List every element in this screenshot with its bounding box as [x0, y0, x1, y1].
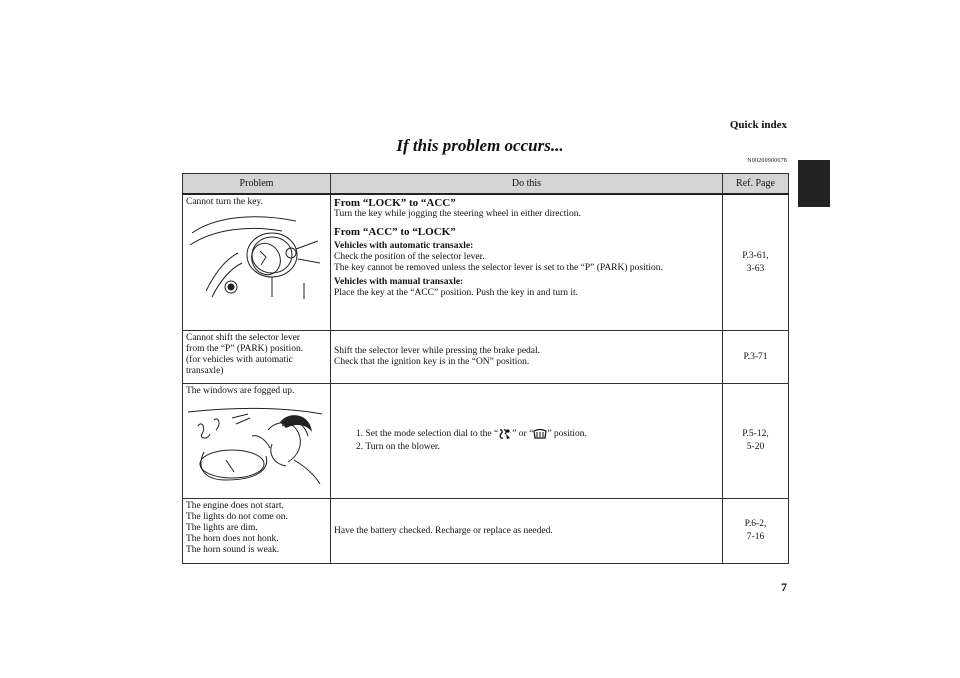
ref-page-cell — [723, 499, 789, 564]
page-number: 7 — [781, 580, 787, 594]
do-this-text: Check that the ignition key is in the “ON” position. — [334, 357, 530, 367]
table-row — [183, 384, 789, 499]
do-this-text: Shift the selector lever while pressing the brake pedal. — [334, 346, 541, 356]
ref-page-link[interactable]: P.3-71 — [743, 351, 768, 362]
driver-fogged-window-illustration — [186, 400, 324, 484]
header-do-this: Do this — [331, 174, 723, 195]
problem-text: The horn sound is weak. — [186, 545, 280, 555]
lock-to-acc-text: Turn the key while jogging the steering wheel in either direction. — [334, 209, 581, 219]
do-this-cell — [331, 384, 723, 499]
automatic-text-1: Check the position of the selector lever. — [334, 252, 485, 262]
problem-text: Cannot shift the selector lever — [186, 333, 300, 343]
step-1 — [356, 428, 719, 441]
problem-text: transaxle) — [186, 366, 224, 376]
ignition-key-illustration — [186, 211, 324, 301]
ref-page-link[interactable]: 5-20 — [746, 442, 765, 452]
problem-text: from the “P” (PARK) position. — [186, 344, 304, 354]
problem-text: The lights do not come on. — [186, 512, 288, 522]
windshield-defrost-icon — [533, 428, 547, 440]
table-row — [183, 499, 789, 564]
ref-page-link[interactable]: 3-63 — [746, 263, 765, 274]
problem-cell — [183, 331, 331, 384]
ref-page-link[interactable]: 7-16 — [746, 532, 765, 542]
step-1-text-b: ” or “ — [512, 429, 534, 440]
ref-page-link[interactable]: P.6-2, — [744, 519, 767, 529]
section-header: Quick index — [729, 119, 787, 131]
lock-to-acc-heading: From “LOCK” to “ACC” — [334, 197, 456, 209]
step-1-text-a: 1. Set the mode selection dial to the “ — [356, 429, 499, 440]
automatic-text-2: The key cannot be removed unless the selector lever is set to the “P” (PARK) position. — [334, 263, 663, 273]
problem-text: The windows are fogged up. — [186, 386, 295, 396]
problem-text: The lights are dim. — [186, 523, 258, 533]
ref-page-cell — [723, 331, 789, 384]
problem-cell — [183, 384, 331, 499]
manual-text: Place the key at the “ACC” position. Push the key in and turn it. — [334, 288, 579, 298]
section-thumb-tab — [798, 160, 830, 207]
page-title: If this problem occurs... — [396, 136, 564, 155]
problem-text: (for vehicles with automatic — [186, 355, 293, 365]
document-code: N00200900678 — [747, 158, 787, 164]
problem-text: The engine does not start. — [186, 501, 284, 511]
quick-index-table — [182, 173, 789, 564]
manual-transaxle-heading: Vehicles with manual transaxle: — [334, 277, 464, 287]
problem-text: The horn does not honk. — [186, 534, 279, 544]
problem-cell — [183, 499, 331, 564]
do-this-cell — [331, 331, 723, 384]
automatic-transaxle-heading: Vehicles with automatic transaxle: — [334, 241, 474, 251]
header-problem: Problem — [183, 174, 331, 195]
step-2: 2. Turn on the blower. — [356, 442, 440, 453]
ref-page-cell — [723, 384, 789, 499]
acc-to-lock-heading: From “ACC” to “LOCK” — [334, 226, 456, 238]
do-this-text: Have the battery checked. Recharge or replace as needed. — [334, 525, 553, 536]
table-row — [183, 331, 789, 384]
ref-page-link[interactable]: P.5-12, — [742, 429, 769, 439]
do-this-cell — [331, 194, 723, 331]
defrost-floor-mode-icon — [498, 428, 512, 440]
header-ref-page: Ref. Page — [723, 174, 789, 195]
problem-text: Cannot turn the key. — [186, 197, 263, 207]
step-1-text-c: ” position. — [547, 429, 587, 440]
problem-cell — [183, 194, 331, 331]
do-this-cell — [331, 499, 723, 564]
ref-page-link[interactable]: P.3-61, — [742, 250, 769, 261]
ref-page-cell — [723, 194, 789, 331]
table-row — [183, 194, 789, 331]
